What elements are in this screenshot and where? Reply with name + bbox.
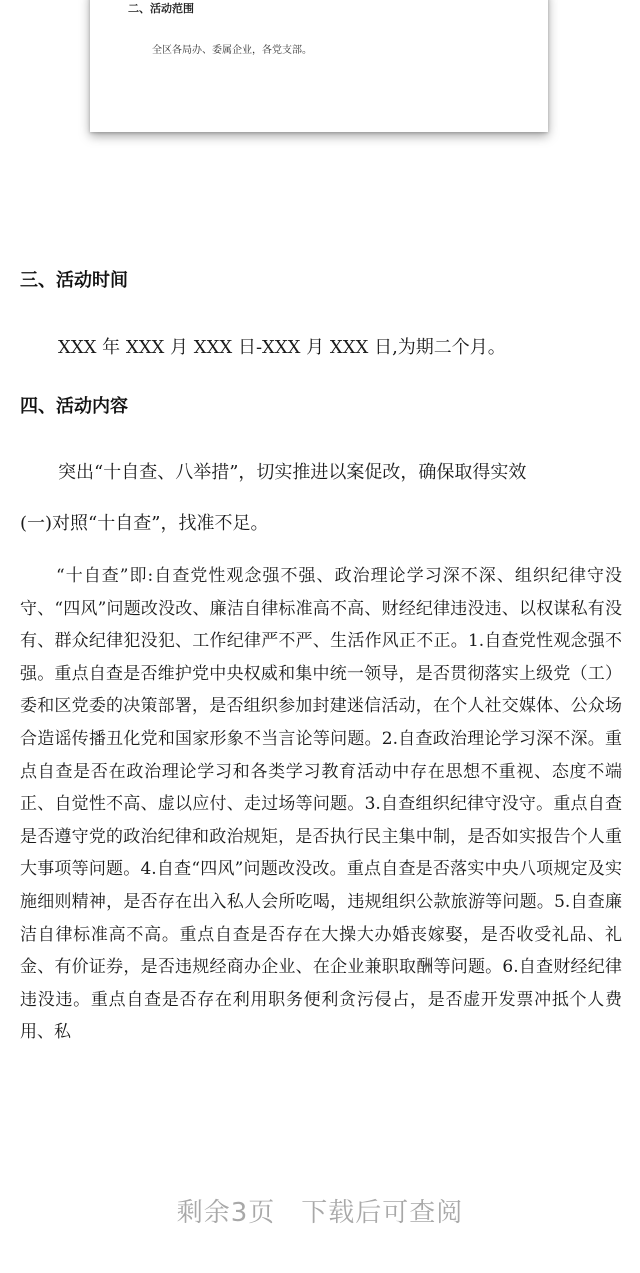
section-heading-time: 三、活动时间: [20, 270, 128, 291]
ten-checks-text: “十自查”即:自查党性观念强不强、政治理论学习深不深、组织纪律守没守、“四风”问题改没改、廉洁自律标准高不高、财经纪律违没违、以权谋私有没有、群众纪律犯没犯、工作纪律严不严、生活作风正不正。1.自查党性观念强不强。重点自查是否维护党中央权威和集中统一领导，是否贯彻落实上级党（工）委和区党委的决策部署，是否组织参加封建迷信活动，在个人社交媒体、公众场合造谣传播丑化党和国家形象不当言论等问题。2.自查政治理论学习深不深。重点自查是否在政治理论学习和各类学习教育活动中存在思想不重视、态度不端正、自觉性不高、虚以应付、走过场等问题。3.自查组织纪律守没守。重点自查是否遵守党的政治纪律和政治规矩，是否执行民主集中制，是否如实报告个人重大事项等问题。4.自查“四风”问题改没改。重点自查是否落实中央八项规定及实施细则精神，是否存在出入私人会所吃喝，违规组织公款旅游等问题。5.自查廉洁自律标准高不高。重点自查是否存在大操大办婚丧嫁娶，是否收受礼品、礼金、有价证券，是否违规经商办企业、在企业兼职取酬等问题。6.自查财经纪律违没违。重点自查是否存在利用职务便利贪污侵占，是否虚开发票冲抵个人费用、私: [20, 566, 622, 1043]
page-preview-card: [90, 0, 548, 132]
preview-body: 全区各局办、委属企业，各党支部。: [152, 45, 312, 56]
section-heading-content: 四、活动内容: [20, 396, 128, 417]
download-prompt[interactable]: [0, 1192, 640, 1229]
ten-checks-paragraph: [20, 560, 622, 1049]
remaining-pages-label: 剩余3页: [176, 1198, 276, 1228]
activity-time-text: XXX 年 XXX 月 XXX 日-XXX 月 XXX 日,为期二个月。: [58, 337, 506, 358]
preview-heading: 二、活动范围: [128, 2, 194, 15]
content-intro-text: 突出“十自查、八举措”，切实推进以案促改，确保取得实效: [58, 462, 527, 483]
download-to-view-link[interactable]: 下载后可查阅: [301, 1198, 464, 1228]
sub-heading-ten-checks: (一)对照“十自查”，找准不足。: [20, 513, 269, 534]
